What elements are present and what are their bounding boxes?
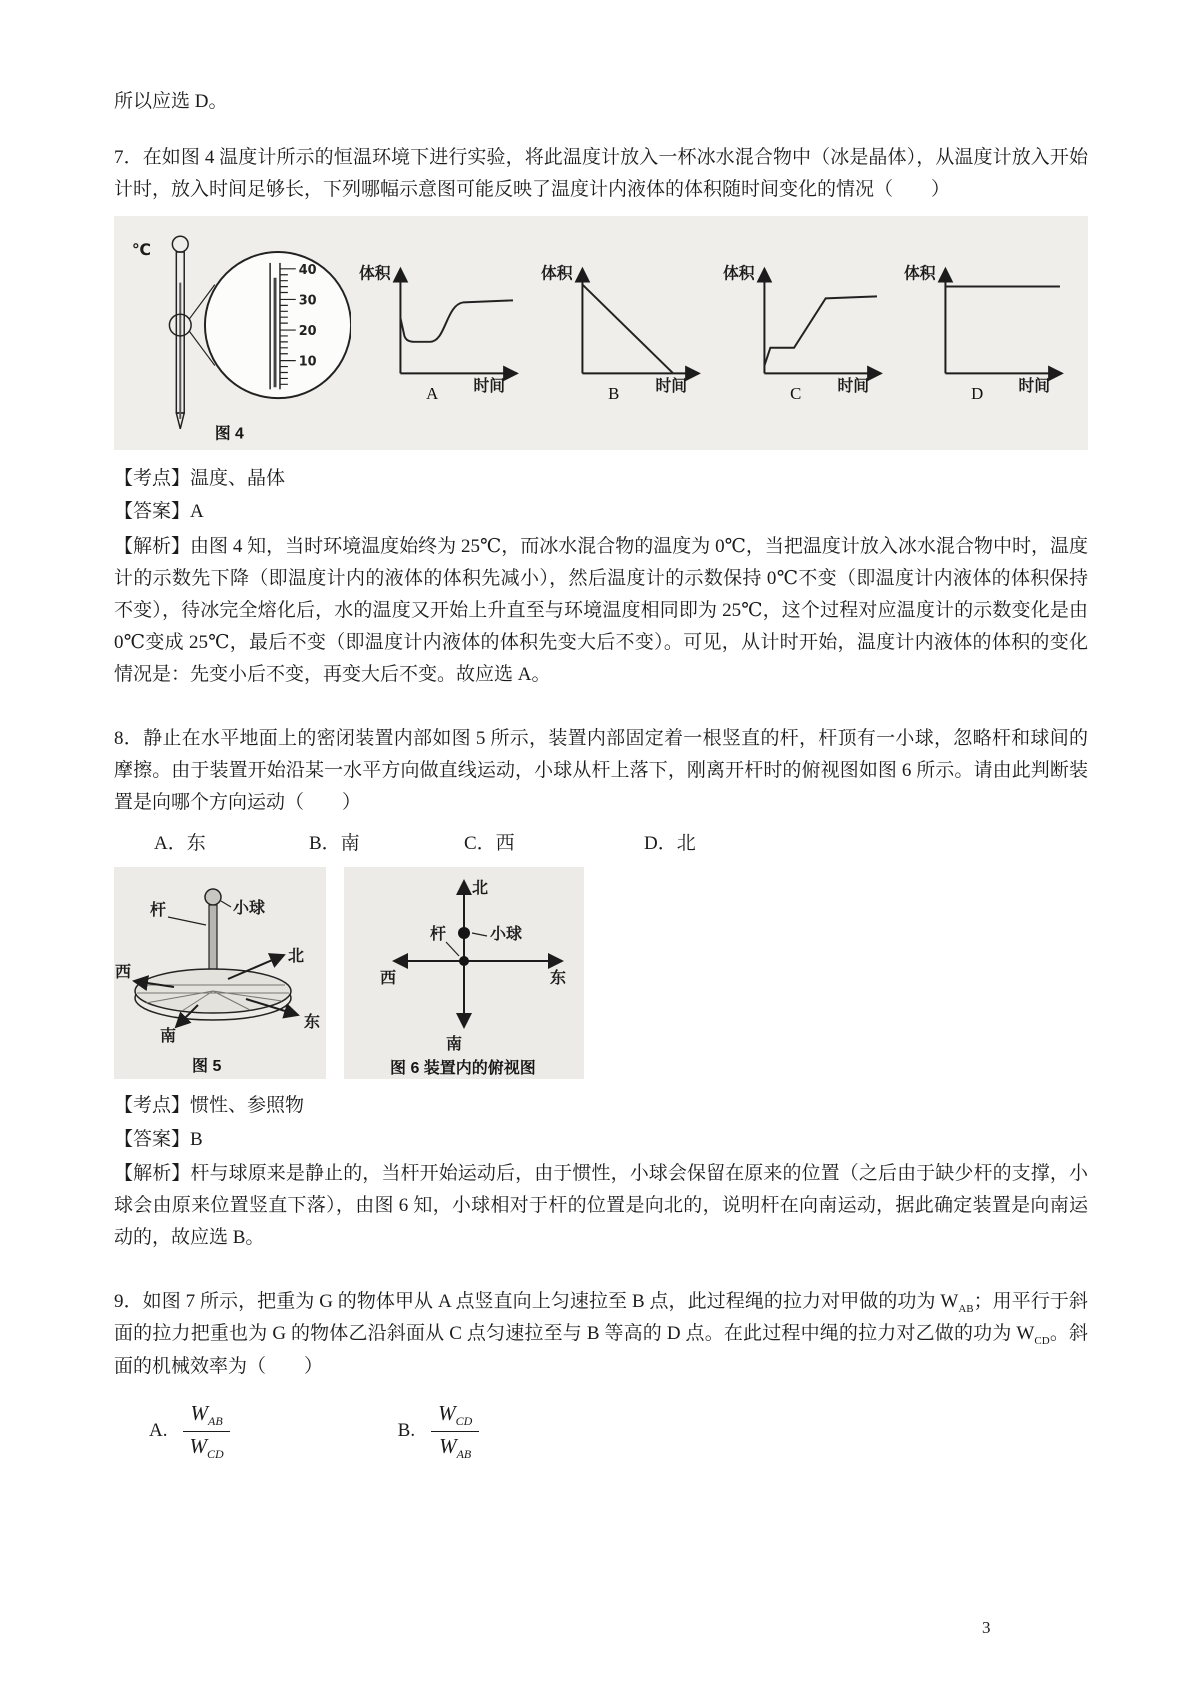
y-axis-label: 体积 [722, 265, 755, 283]
q8-answer-line [114, 1125, 1088, 1156]
numerator-base: W [190, 1400, 208, 1425]
south-label: 南 [160, 1027, 177, 1045]
q8-analysis [114, 1158, 1088, 1254]
curve-a [401, 300, 514, 341]
q9-w-subscript-2: CD [1034, 1335, 1050, 1348]
q9-stem-text-1: 9．如图 7 所示，把重为 G 的物体甲从 A 点竖直向上匀速拉至 B 点，此过程绳的拉力对甲做的功为 W [114, 1291, 959, 1313]
fig5-caption: 图 5 [192, 1057, 222, 1075]
x-axis-label: 时间 [473, 377, 506, 395]
east-label: 东 [304, 1013, 321, 1031]
thermometer-figure [124, 222, 351, 444]
west-label: 西 [115, 963, 132, 981]
q8-points-line [114, 1091, 1088, 1122]
q8-option-c: C．西 [464, 832, 515, 854]
south-label: 南 [446, 1035, 463, 1053]
y-axis-label: 体积 [359, 265, 391, 283]
fig4-caption: 图 4 [214, 425, 244, 443]
west-label: 西 [380, 969, 397, 987]
x-axis-label: 时间 [655, 377, 687, 395]
graph-letter: C [789, 383, 801, 403]
q7-analysis [114, 531, 1088, 691]
q9-option-a [149, 1401, 230, 1462]
q7-points-line [114, 464, 1088, 495]
x-axis-label: 时间 [1018, 377, 1051, 395]
q8-options [114, 829, 1088, 859]
rod-label: 杆 [150, 901, 167, 919]
q9-option-a-label: A. [149, 1420, 168, 1442]
q8-answer-value: B [190, 1128, 203, 1150]
curve-c [764, 296, 877, 365]
scale-30: 30 [298, 293, 317, 309]
q9-option-b-label: B. [397, 1420, 416, 1442]
q7-analysis-label: 【解析】 [114, 536, 191, 558]
q9-option-a-fraction [183, 1401, 229, 1462]
volume-time-graph-b [539, 252, 715, 404]
east-label: 东 [550, 969, 567, 987]
graph-letter: B [607, 383, 620, 403]
fraction-numerator [183, 1401, 229, 1432]
ball-label: 小球 [490, 925, 523, 943]
numerator-subscript: CD [455, 1413, 473, 1428]
ball-leader [221, 901, 231, 907]
q9-option-b [398, 1401, 480, 1462]
q8-analysis-label: 【解析】 [114, 1163, 191, 1185]
graph-letter: A [426, 383, 439, 403]
q8-option-d: D．北 [644, 832, 696, 854]
device-topview-figure [344, 867, 584, 1079]
celsius-label: ℃ [131, 241, 152, 259]
magnifier-circle [205, 252, 351, 398]
rod-leader [446, 942, 459, 956]
ball [205, 889, 221, 905]
denominator-base: W [189, 1433, 207, 1458]
ball-leader [472, 933, 487, 936]
q9-stem-text-3: 。斜面的机械效率为（ ） [114, 1323, 1088, 1377]
q7-answer-line [114, 497, 1088, 528]
scale-10: 10 [298, 354, 317, 370]
graph-letter: D [971, 383, 984, 403]
question-8 [114, 723, 1088, 1254]
curve-b [582, 284, 673, 373]
fraction-numerator [431, 1401, 479, 1432]
x-axis-label: 时间 [837, 377, 869, 395]
volume-time-graph-a [357, 252, 533, 404]
page-number: 3 [982, 1618, 991, 1637]
denominator-base: W [439, 1433, 457, 1458]
q7-analysis-text: 由图 4 知，当时环境温度始终为 25℃，而冰水混合物的温度为 0℃，当把温度计放入冰水混合物中时，温度计的示数先下降（即温度计内的液体的体积先减小），然后温度计的示数保持 0℃不变（即温度计内液体的体积保持不变），待冰完全熔化后，水的温度又开始上升直至与环境温度相同即为 25℃，这个过程对应温度计的示数变化是由 0℃变成 25℃，最后不变（即温度计内液体的体积先变大后不变）。可见，从计时开始，温度计内液体的体积的变化情况是：先变小后不变，再变大后不变。故应选 A。 [114, 536, 1088, 685]
volume-time-graph-c [721, 252, 897, 404]
north-label: 北 [472, 879, 489, 897]
question-9 [114, 1286, 1088, 1461]
q8-answer-label: 【答案】 [114, 1128, 191, 1150]
q7-points-value: 温度、晶体 [190, 467, 286, 489]
q9-w-subscript-1: AB [958, 1302, 974, 1315]
q9-options [114, 1401, 1088, 1462]
q9-option-b-fraction [431, 1401, 479, 1462]
previous-answer-closing: 所以应选 D。 [114, 91, 228, 112]
denominator-subscript: CD [206, 1446, 224, 1461]
q7-answer-label: 【答案】 [114, 501, 191, 523]
q7-stem: 7．在如图 4 温度计所示的恒温环境下进行实验，将此温度计放入一杯冰水混合物中（冰是晶体），从温度计放入开始计时，放入时间足够长，下列哪幅示意图可能反映了温度计内液体的体积随时间变化的情况（ ） [114, 146, 1088, 200]
ball-label: 小球 [233, 899, 266, 917]
q7-answer-value: A [190, 501, 204, 523]
scale-20: 20 [298, 323, 317, 339]
fraction-denominator [189, 1432, 223, 1462]
q8-option-b: B．南 [309, 832, 360, 854]
device-perspective-figure [114, 867, 326, 1079]
numerator-subscript: AB [207, 1413, 223, 1428]
q7-points-label: 【考点】 [114, 467, 191, 489]
q8-figures [114, 867, 1088, 1079]
rod-leader [168, 917, 206, 925]
q8-points-value: 惯性、参照物 [190, 1094, 305, 1116]
q8-option-a: A．东 [154, 832, 206, 854]
y-axis-label: 体积 [540, 265, 573, 283]
volume-time-graph-d [902, 252, 1078, 404]
north-label: 北 [288, 947, 305, 965]
denominator-subscript: AB [456, 1446, 472, 1461]
q9-stem [114, 1286, 1088, 1382]
rod-label: 杆 [430, 925, 447, 943]
rod-dot [459, 956, 469, 966]
ball-dot [458, 927, 470, 939]
fig6-caption: 图 6 装置内的俯视图 [390, 1059, 536, 1077]
q8-points-label: 【考点】 [114, 1094, 191, 1116]
y-axis-label: 体积 [904, 265, 936, 283]
q8-stem: 8．静止在水平地面上的密闭装置内部如图 5 所示，装置内部固定着一根竖直的杆，杆顶有一小球，忽略杆和球间的摩擦。由于装置开始沿某一水平方向做直线运动，小球从杆上落下，刚离开杆时的俯视图如图 6 所示。请由此判断装置是向哪个方向运动（ ） [114, 727, 1088, 813]
q7-figure [114, 216, 1088, 450]
numerator-base: W [438, 1400, 456, 1425]
question-7 [114, 142, 1088, 691]
q8-analysis-text: 杆与球原来是静止的，当杆开始运动后，由于惯性，小球会保留在原来的位置（之后由于缺少杆的支撑，小球会由原来位置竖直下落），由图 6 知，小球相对于杆的位置是向北的，说明杆在向南运动，据此确定装置是向南运动的，故应选 B。 [114, 1163, 1088, 1249]
q9-stem-text-2: ；用平行于斜面的拉力把重也为 G 的物体乙沿斜面从 C 点匀速拉至与 B 等高的 D 点。在此过程中绳的拉力对乙做的功为 W [114, 1291, 1088, 1345]
thermometer-ring [172, 236, 188, 252]
fraction-denominator [439, 1432, 471, 1462]
scale-40: 40 [298, 262, 317, 278]
